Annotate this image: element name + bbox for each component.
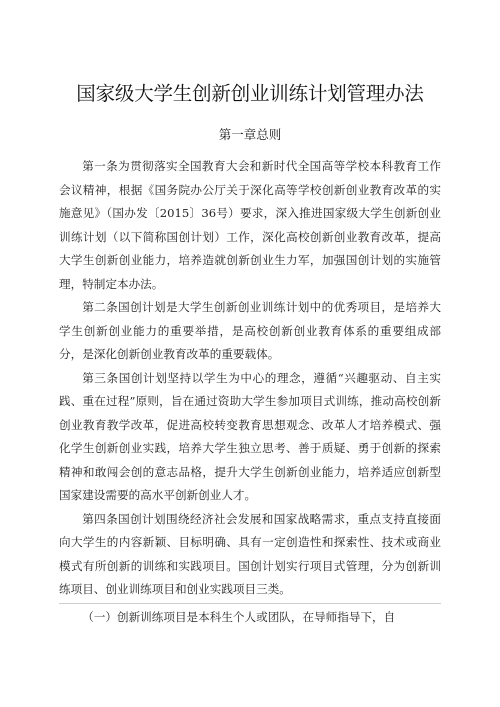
article-1: 第一条为贯彻落实全国教育大会和新时代全国高等学校本科教育工作会议精神，根据《国务院办公厅关于深化高等学校创新创业教育改革的实施意见》（国办发〔2015〕36号）要求，深入推进国家级大学生创新创业训练计划（以下简称国创计划）工作，深化高校创新创业教育改革，提高大学生创新创业能力，培养造就创新创业生力军，加强国创计划的实施管理，特制定本办法。 bbox=[59, 159, 441, 291]
list-item-1: （一）创新训练项目是本科生个人或团队，在导师指导下，自 bbox=[82, 610, 396, 624]
article-4: 第四条国创计划围绕经济社会发展和国家战略需求，重点支持直接面向大学生的内容新颖、目标明确、具有一定创造性和探索性、技术或商业模式有所创新的训练和实践项目。国创计划实行项目式管理，分为创新训练项目、创业训练项目和创业实践项目三类。 bbox=[59, 511, 441, 596]
chapter-heading: 第一章总则 bbox=[218, 127, 282, 142]
divider-line bbox=[59, 603, 441, 604]
document-title: 国家级大学生创新创业训练计划管理办法 bbox=[76, 82, 424, 105]
article-3: 第三条国创计划坚持以学生为中心的理念，遵循“兴趣驱动、自主实践、重在过程”原则，旨在通过资助大学生参加项目式训练，推动高校创新创业教育教学改革，促进高校转变教育思想观念、改革人才培养模式、强化学生创新创业实践，培养大学生独立思考、善于质疑、勇于创新的探索精神和敢闯会创的意志品格，提升大学生创新创业能力，培养适应创新型国家建设需要的高水平创新创业人才。 bbox=[59, 370, 441, 502]
document-body bbox=[59, 155, 441, 602]
article-2: 第二条国创计划是大学生创新创业训练计划中的优秀项目，是培养大学生创新创业能力的重要举措，是高校创新创业教育体系的重要组成部分，是深化创新创业教育改革的重要载体。 bbox=[59, 300, 441, 361]
